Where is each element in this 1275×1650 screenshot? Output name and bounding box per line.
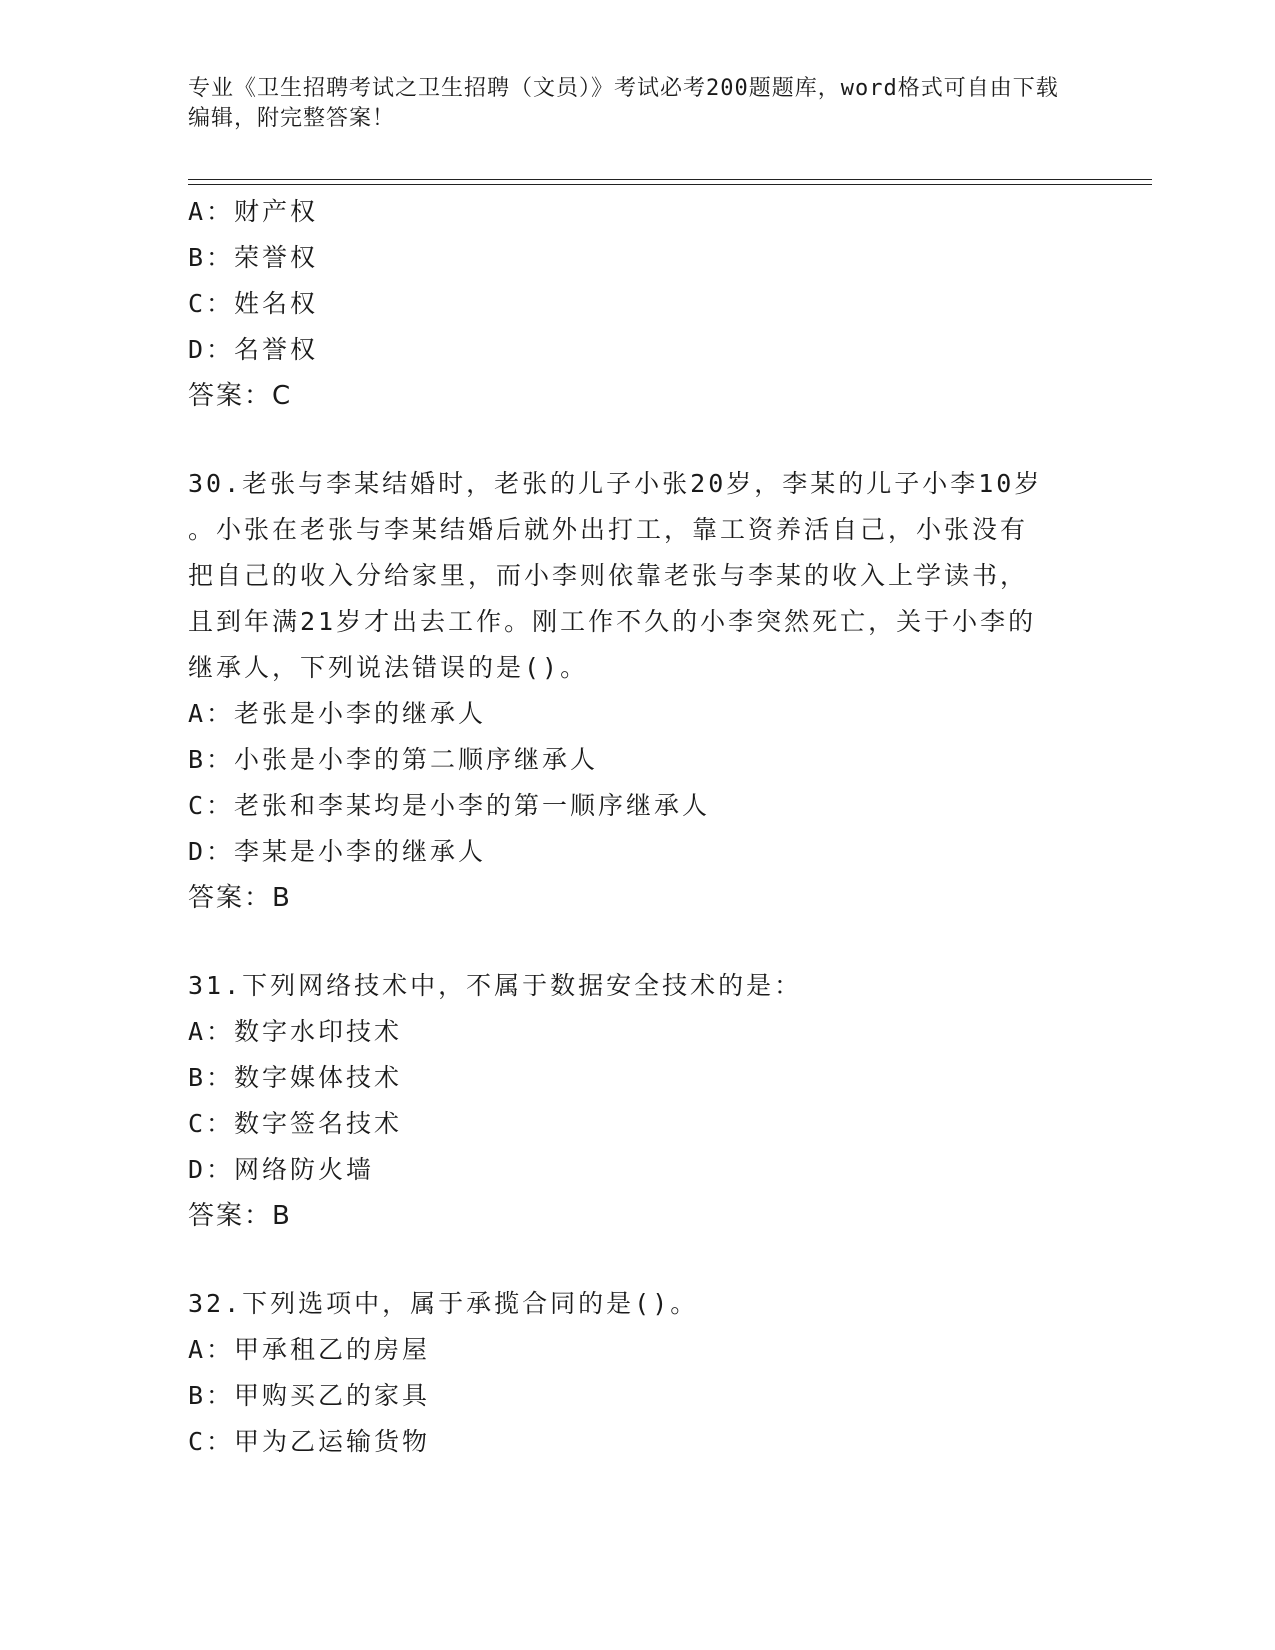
option-a: A：老张是小李的继承人 — [188, 699, 487, 728]
option-c: C：姓名权 — [188, 289, 319, 318]
option-a: A：甲承租乙的房屋 — [188, 1335, 431, 1364]
question-32 — [188, 1281, 1088, 1465]
option-b: B：小张是小李的第二顺序继承人 — [188, 745, 599, 774]
answer-line: 答案：B — [188, 883, 292, 913]
question-stem: 31.下列网络技术中，不属于数据安全技术的是： — [188, 971, 803, 1000]
document-header — [188, 74, 1068, 134]
header-divider-bottom — [188, 184, 1152, 185]
stem-line: 继承人，下列说法错误的是()。 — [188, 653, 589, 682]
question-29 — [188, 189, 1088, 419]
option-b: B：数字媒体技术 — [188, 1063, 403, 1092]
answer-line: 答案：C — [188, 381, 293, 411]
question-list — [188, 189, 1088, 1465]
option-c: C：甲为乙运输货物 — [188, 1427, 431, 1456]
option-a: A：数字水印技术 — [188, 1017, 403, 1046]
option-b: B：甲购买乙的家具 — [188, 1381, 431, 1410]
question-30 — [188, 461, 1088, 921]
question-31 — [188, 963, 1088, 1239]
option-a: A：财产权 — [188, 197, 319, 226]
question-stem: 32.下列选项中，属于承揽合同的是()。 — [188, 1289, 699, 1318]
stem-line: 30.老张与李某结婚时，老张的儿子小张20岁，李某的儿子小李10岁 — [188, 469, 1043, 498]
header-divider-top — [188, 179, 1152, 180]
question-stem — [188, 461, 1088, 691]
answer-line: 答案：B — [188, 1201, 292, 1231]
header-title: 专业《卫生招聘考试之卫生招聘（文员）》考试必考200题题库，word格式可自由下载编辑，附完整答案！ — [188, 76, 1059, 131]
option-d: D：李某是小李的继承人 — [188, 837, 487, 866]
option-d: D：网络防火墙 — [188, 1155, 375, 1184]
stem-line: 。小张在老张与李某结婚后就外出打工，靠工资养活自己，小张没有 — [188, 515, 1029, 544]
stem-line: 把自己的收入分给家里，而小李则依靠老张与李某的收入上学读书， — [188, 561, 1029, 590]
option-c: C：老张和李某均是小李的第一顺序继承人 — [188, 791, 711, 820]
option-b: B：荣誉权 — [188, 243, 319, 272]
option-d: D：名誉权 — [188, 335, 319, 364]
stem-line: 且到年满21岁才出去工作。刚工作不久的小李突然死亡，关于小李的 — [188, 607, 1037, 636]
option-c: C：数字签名技术 — [188, 1109, 403, 1138]
